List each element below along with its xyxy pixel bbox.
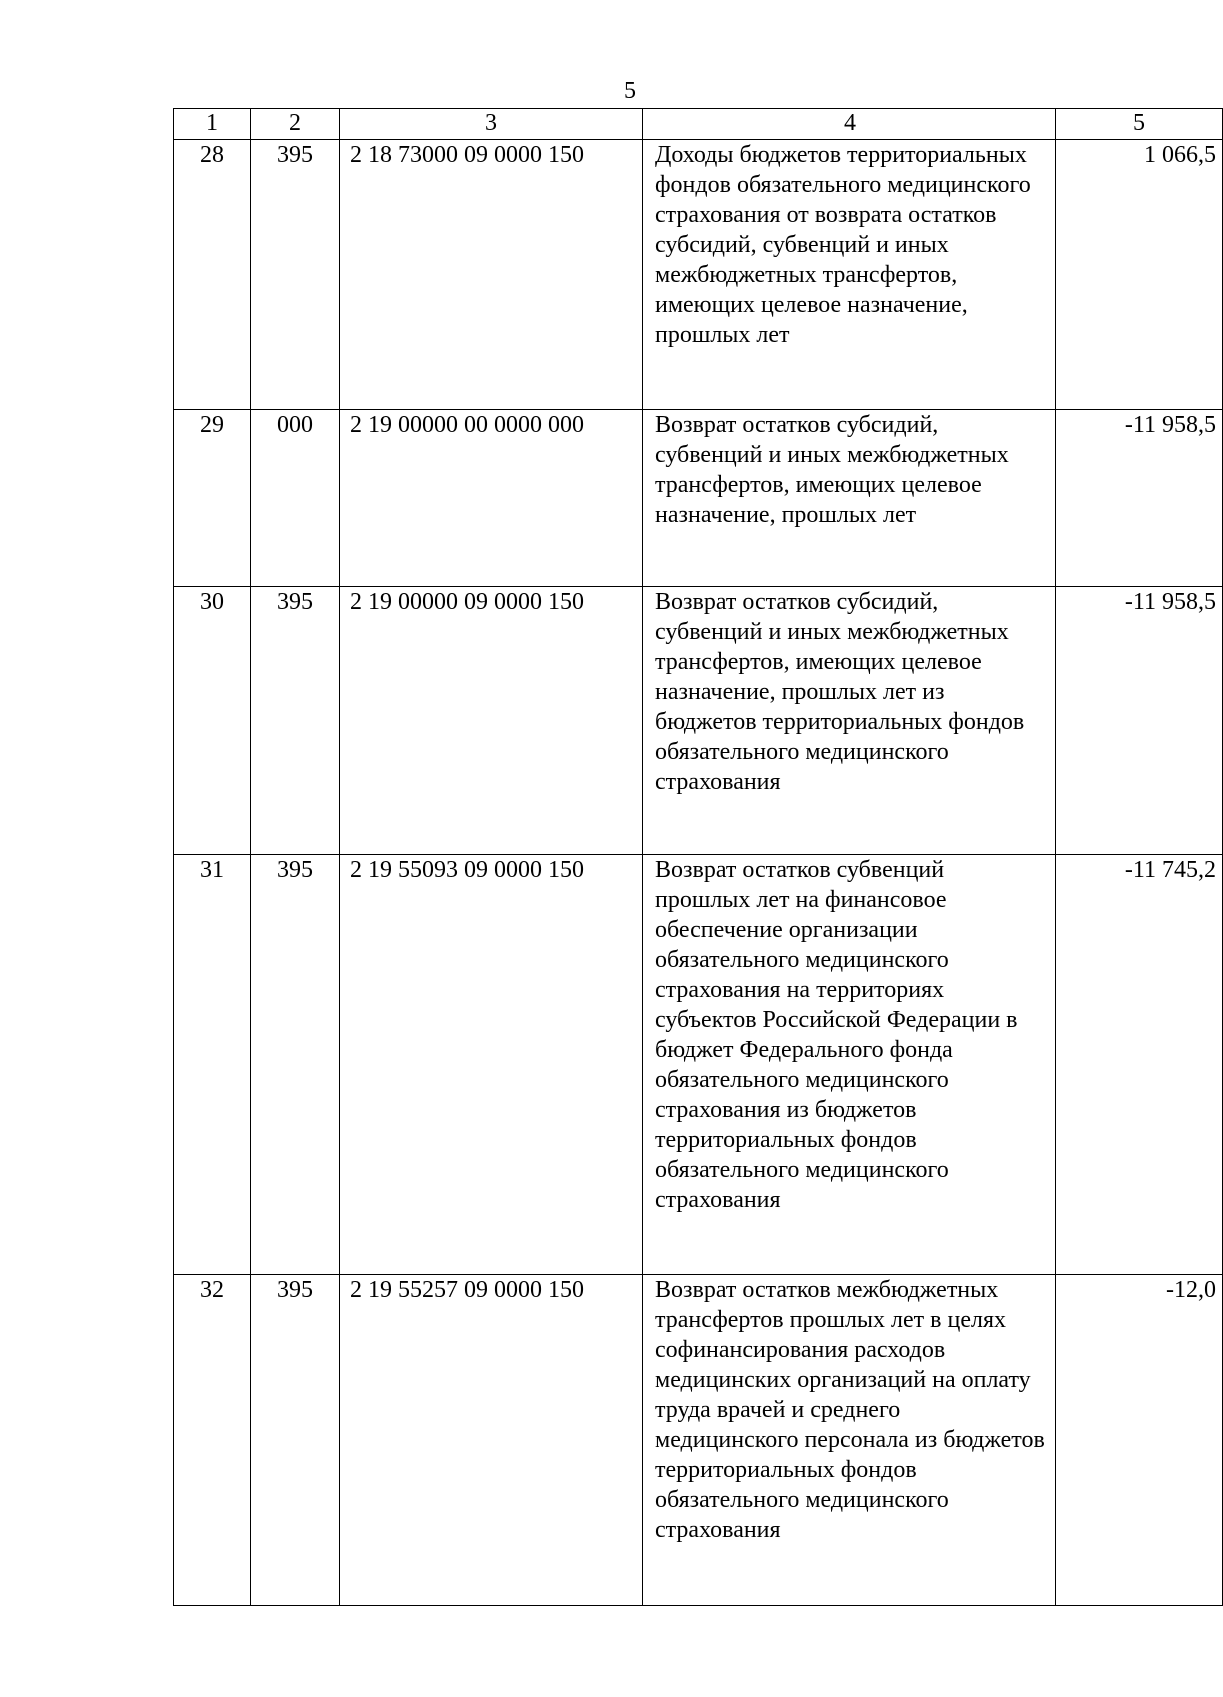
budget-table [173, 108, 1223, 1606]
admin-code: 395 [251, 140, 340, 410]
header-col-5: 5 [1056, 109, 1223, 140]
row-number: 30 [174, 587, 251, 855]
amount: -11 745,2 [1056, 855, 1223, 1275]
table-row [174, 140, 1223, 410]
income-name: Доходы бюджетов территориальных фондов обязательного медицинского страхования от возврата остатков субсидий, субвенций и иных межбюджетных трансфертов, имеющих целевое назначение, прошлых лет [643, 140, 1056, 410]
amount: -11 958,5 [1056, 587, 1223, 855]
table-header-row [174, 109, 1223, 140]
header-col-2: 2 [251, 109, 340, 140]
admin-code: 395 [251, 1275, 340, 1606]
income-name: Возврат остатков межбюджетных трансфертов прошлых лет в целях софинансирования расходов медицинских организаций на оплату труда врачей и среднего медицинского персонала из бюджетов территориальных фондов обязательного медицинского страхования [643, 1275, 1056, 1606]
admin-code: 395 [251, 855, 340, 1275]
row-number: 32 [174, 1275, 251, 1606]
row-number: 29 [174, 410, 251, 587]
amount: -11 958,5 [1056, 410, 1223, 587]
table-row [174, 410, 1223, 587]
table-row [174, 1275, 1223, 1606]
header-col-1: 1 [174, 109, 251, 140]
amount: -12,0 [1056, 1275, 1223, 1606]
budget-code: 2 19 55257 09 0000 150 [340, 1275, 643, 1606]
header-col-4: 4 [643, 109, 1056, 140]
admin-code: 000 [251, 410, 340, 587]
header-col-3: 3 [340, 109, 643, 140]
budget-code: 2 19 55093 09 0000 150 [340, 855, 643, 1275]
row-number: 31 [174, 855, 251, 1275]
table-row [174, 855, 1223, 1275]
budget-code: 2 18 73000 09 0000 150 [340, 140, 643, 410]
income-name: Возврат остатков субвенций прошлых лет на финансовое обеспечение организации обязательного медицинского страхования на территориях субъектов Российской Федерации в бюджет Федерального фонда обязательного медицинского страхования из бюджетов территориальных фондов обязательного медицинского страхования [643, 855, 1056, 1275]
table-row [174, 587, 1223, 855]
income-name: Возврат остатков субсидий, субвенций и иных межбюджетных трансфертов, имеющих целевое назначение, прошлых лет из бюджетов территориальных фондов обязательного медицинского страхования [643, 587, 1056, 855]
income-name: Возврат остатков субсидий, субвенций и иных межбюджетных трансфертов, имеющих целевое назначение, прошлых лет [643, 410, 1056, 587]
amount: 1 066,5 [1056, 140, 1223, 410]
budget-code: 2 19 00000 09 0000 150 [340, 587, 643, 855]
row-number: 28 [174, 140, 251, 410]
budget-code: 2 19 00000 00 0000 000 [340, 410, 643, 587]
admin-code: 395 [251, 587, 340, 855]
page-number: 5 [624, 78, 636, 104]
